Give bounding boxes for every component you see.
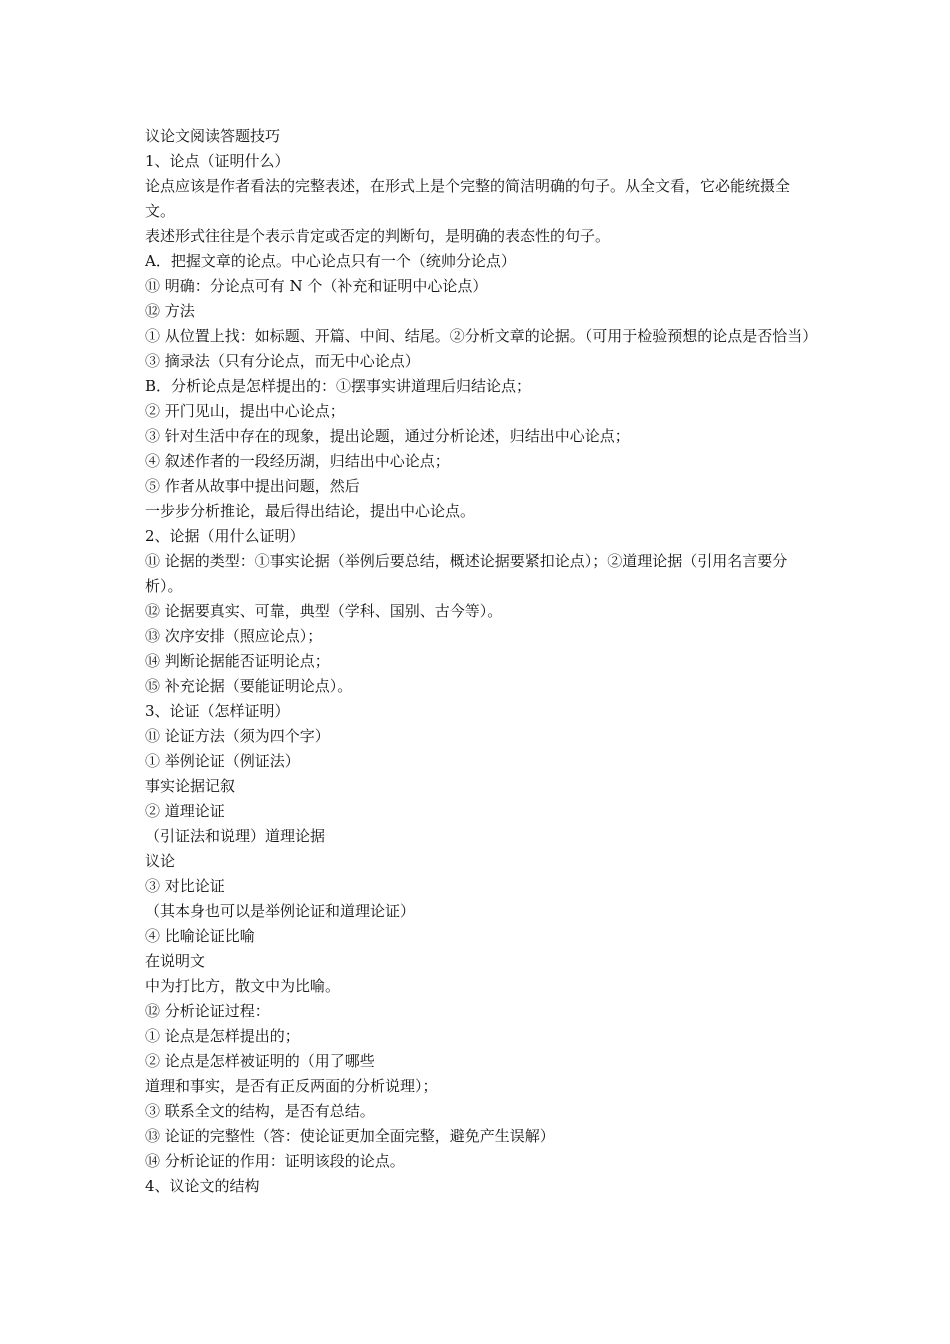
paragraph: 道理和事实，是否有正反两面的分析说理）； [145,1077,438,1095]
list-item: ⑮ 补充论据（要能证明论点）。 [145,677,353,695]
list-item: ⑪ 论据的类型：①事实论据（举例后要总结，概述论据要紧扣论点）；②道理论据（引用名言要分析）。 [145,552,788,595]
section-heading: 2、论据（用什么证明） [145,527,305,545]
list-item: ① 论点是怎样提出的； [145,1027,300,1045]
paragraph: 表述形式往往是个表示肯定或否定的判断句，是明确的表态性的句子。 [145,227,611,245]
section-heading: 3、论证（怎样证明） [145,702,290,720]
list-item: ⑫ 方法 [145,302,195,320]
paragraph: A．把握文章的论点。中心论点只有一个（统帅分论点） [145,252,516,270]
list-item: ③ 对比论证 [145,877,225,895]
list-item: ② 道理论证 [145,802,225,820]
paragraph: （其本身也可以是举例论证和道理论证） [145,902,416,920]
document-body [145,124,818,1199]
paragraph: 议论 [145,852,176,870]
list-item: ③ 联系全文的结构，是否有总结。 [145,1102,375,1120]
section-heading: 4、议论文的结构 [145,1177,260,1195]
section-heading: 1、论点（证明什么） [145,152,290,170]
list-item: ⑤ 作者从故事中提出问题，然后 [145,477,360,495]
paragraph: B．分析论点是怎样提出的：①摆事实讲道理后归结论点； [145,377,532,395]
paragraph: 中为打比方，散文中为比喻。 [145,977,341,995]
list-item: ⑫ 分析论证过程： [145,1002,270,1020]
list-item: ⑪ 论证方法（须为四个字） [145,727,330,745]
list-item: ⑬ 论证的完整性（答：使论证更加全面完整，避免产生误解） [145,1127,555,1145]
paragraph: （引证法和说理）道理论据 [145,827,326,845]
paragraph: 一步步分析推论，最后得出结论，提出中心论点。 [145,502,476,520]
list-item: ② 开门见山，提出中心论点； [145,402,345,420]
list-item: ① 从位置上找：如标题、开篇、中间、结尾。②分析文章的论据。（可用于检验预想的论点是否恰当） [145,327,818,345]
list-item: ⑬ 次序安排（照应论点）； [145,627,323,645]
list-item: ③ 摘录法（只有分论点，而无中心论点） [145,352,420,370]
paragraph: 事实论据记叙 [145,777,236,795]
list-item: ④ 比喻论证比喻 [145,927,255,945]
list-item: ⑭ 判断论据能否证明论点； [145,652,330,670]
paragraph: 论点应该是作者看法的完整表述，在形式上是个完整的简洁明确的句子。从全文看，它必能统摄全文。 [145,177,791,220]
list-item: ⑭ 分析论证的作用：证明该段的论点。 [145,1152,405,1170]
list-item: ② 论点是怎样被证明的（用了哪些 [145,1052,375,1070]
paragraph: 在说明文 [145,952,206,970]
document-title: 议论文阅读答题技巧 [145,127,281,145]
list-item: ③ 针对生活中存在的现象，提出论题，通过分析论述，归结出中心论点； [145,427,630,445]
list-item: ⑪ 明确：分论点可有 N 个（补充和证明中心论点） [145,277,488,295]
list-item: ⑫ 论据要真实、可靠，典型（学科、国别、古今等）。 [145,602,503,620]
list-item: ④ 叙述作者的一段经历湖，归结出中心论点； [145,452,450,470]
list-item: ① 举例论证（例证法） [145,752,300,770]
